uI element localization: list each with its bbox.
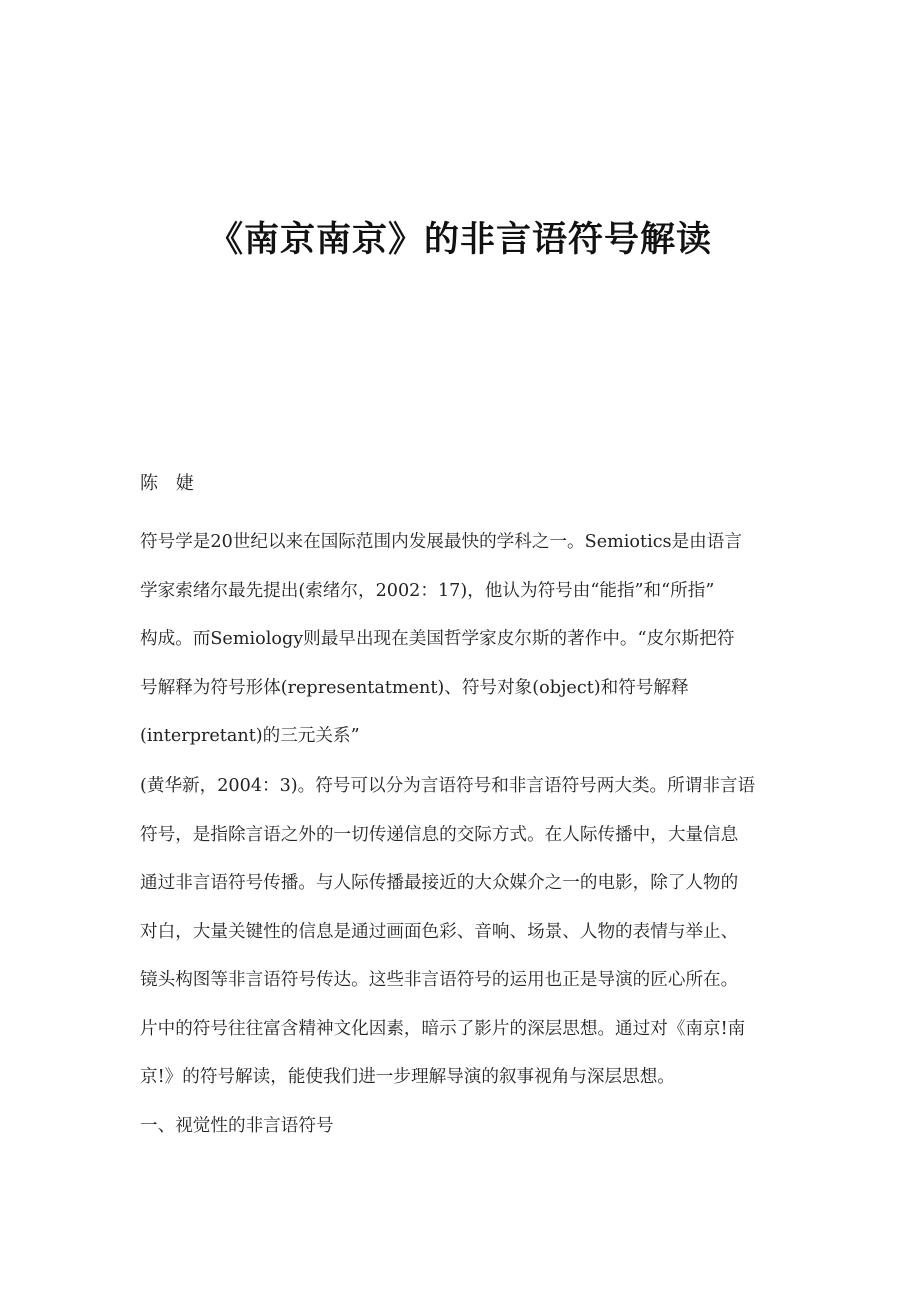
paragraph-line: 对白，大量关键性的信息是通过画面色彩、音响、场景、人物的表情与举止、 — [140, 921, 739, 942]
paragraph-line: (interpretant)的三元关系” — [140, 726, 360, 746]
paragraph-intro — [140, 518, 780, 761]
paragraph-line: 学家索绪尔最先提出(索绪尔，2002：17)，他认为符号由“能指”和“所指” — [140, 580, 715, 601]
paragraph-line: 号解释为符号形体(representatment)、符号对象(object)和符号解释 — [140, 677, 689, 698]
section-heading: 一、视觉性的非言语符号 — [140, 1116, 334, 1136]
paragraph-line: 镜头构图等非言语符号传达。这些非言语符号的运用也正是导演的匠心所在。 — [140, 970, 739, 990]
paragraph-line: 符号学是20世纪以来在国际范围内发展最快的学科之一。Semiotics是由语言 — [140, 532, 742, 552]
paragraph-line: 构成。而Semiology则最早出现在美国哲学家皮尔斯的著作中。“皮尔斯把符 — [140, 629, 735, 649]
paragraph-line: 京!》的符号解读，能使我们进一步理解导演的叙事视角与深层思想。 — [140, 1067, 675, 1087]
paragraph-line: 通过非言语符号传播。与人际传播最接近的大众媒介之一的电影，除了人物的 — [140, 873, 739, 893]
document-title: 《南京南京》的非言语符号解读 — [207, 219, 712, 260]
paragraph-line: 符号，是指除言语之外的一切传递信息的交际方式。在人际传播中，大量信息 — [140, 824, 739, 845]
paragraph-line: (黄华新，2004：3)。符号可以分为言语符号和非言语符号两大类。所谓非言语 — [140, 776, 756, 796]
author-name: 陈 婕 — [140, 473, 200, 494]
paragraph-line: 片中的符号往往富含精神文化因素，暗示了影片的深层思想。通过对《南京!南 — [140, 1018, 746, 1039]
paragraph-nonverbal-signs — [140, 762, 780, 1102]
